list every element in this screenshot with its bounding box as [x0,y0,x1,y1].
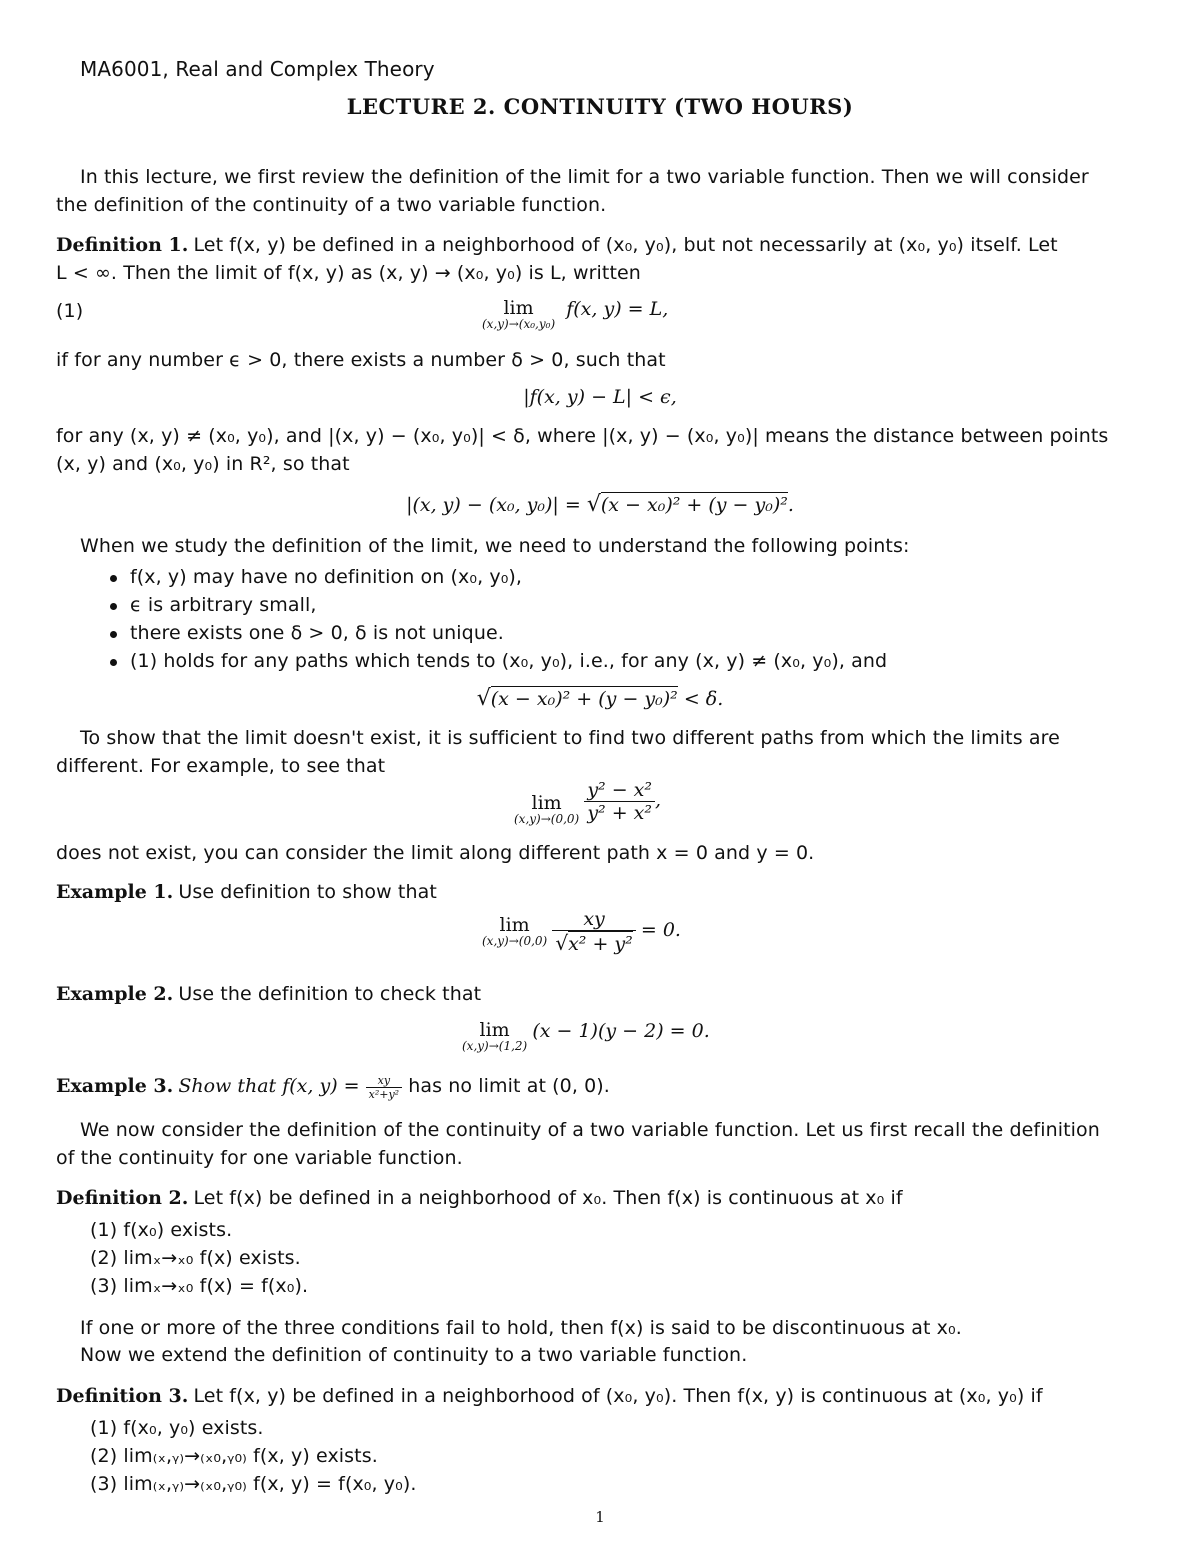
limit-rhs: f(x, y) = L, [566,298,669,320]
definition-2 [56,1187,903,1209]
nonexist-line-3: does not exist, you can consider the limit along different path x = 0 and y = 0. [56,842,815,864]
point-item: ϵ is arbitrary small, [130,594,317,616]
point-item: there exists one δ > 0, δ is not unique. [130,622,504,644]
example-2-text: Use the definition to check that [178,983,482,1005]
fraction [552,908,635,955]
discontinuity-note: If one or more of the three conditions fail to hold, then f(x) is said to be discontinuous at x₀. [80,1317,962,1339]
example-3-label: Example 3. [56,1075,174,1097]
definition-3-label: Definition 3. [56,1385,189,1407]
definition-1-line-5: (x, y) and (x₀, y₀) in R², so that [56,453,350,475]
point-item: (1) holds for any paths which tends to (x₀, y₀), i.e., for any (x, y) ≠ (x₀, y₀), and [130,650,888,672]
definition-2-text: Let f(x) be defined in a neighborhood of x₀. Then f(x) is continuous at x₀ if [193,1187,903,1209]
sqrt-symbol: √ [586,492,601,517]
lim-label: lim [503,297,534,319]
inline-fraction [366,1074,402,1101]
distance-end: . [787,494,794,516]
example-2 [56,983,481,1005]
lim-label: lim [479,1019,510,1041]
point-item: f(x, y) may have no definition on (x₀, y₀), [130,566,523,588]
limit-equation-1 [482,298,668,331]
definition-3-item: (2) lim₍ₓ,ᵧ₎→₍ₓ₀,ᵧ₀₎ f(x, y) exists. [90,1445,378,1467]
definition-3-item: (1) f(x₀, y₀) exists. [90,1417,264,1439]
points-lead: When we study the definition of the limit, we need to understand the following points: [80,535,910,557]
nonexist-line-2: different. For example, to see that [56,755,386,777]
fraction-numerator: xy [366,1074,402,1088]
definition-1-line-3: if for any number ϵ > 0, there exists a number δ > 0, such that [56,349,666,371]
definition-1-line-4: for any (x, y) ≠ (x₀, y₀), and |(x, y) − (x₀, y₀)| < δ, where |(x, y) − (x₀, y₀)| means the distance between points [56,425,1109,447]
continuity-line-2: of the continuity for one variable function. [56,1147,463,1169]
nonexist-limit [514,777,661,826]
sqrt-symbol: √ [555,931,569,955]
intro-line-1: In this lecture, we first review the definition of the limit for a two variable function. Then we will consider [80,166,1089,188]
definition-1 [56,234,1058,256]
example-1-label: Example 1. [56,881,174,903]
bullet-dot [110,603,117,610]
example-3-post: has no limit at (0, 0). [402,1075,610,1097]
equation-end: = 0. [640,919,681,941]
example-3-pre: Show that f(x, y) = [178,1075,366,1097]
definition-3-item: (3) lim₍ₓ,ᵧ₎→₍ₓ₀,ᵧ₀₎ f(x, y) = f(x₀, y₀). [90,1473,417,1495]
sqrt-symbol: √ [476,686,491,711]
bullet-dot [110,631,117,638]
fraction-numerator: y² − x² [584,779,655,802]
path-radicand: (x − x₀)² + (y − y₀)² [490,688,678,710]
definition-1-line-2: L < ∞. Then the limit of f(x, y) as (x, y) → (x₀, y₀) is L, written [56,262,641,284]
lim-subscript: (x,y)→(1,2) [462,1039,528,1053]
example-1 [56,881,437,903]
lim-subscript: (x,y)→(0,0) [514,812,580,826]
sqrt-radicand: x² + y² [568,933,633,955]
distance-equation [0,492,1200,517]
equation-expression: (x − 1)(y − 2) = 0. [532,1020,710,1042]
example-2-label: Example 2. [56,983,174,1005]
fraction-denominator [552,931,635,955]
definition-3 [56,1385,1043,1407]
distance-lhs: |(x, y) − (x₀, y₀)| = [406,494,587,516]
path-inequality [0,686,1200,711]
lim-label: lim [499,914,530,936]
bullet-dot [110,659,117,666]
lim-subscript: (x,y)→(x₀,y₀) [482,317,556,331]
example-1-text: Use definition to show that [178,881,437,903]
distance-radicand: (x − x₀)² + (y − y₀)² [600,494,788,516]
fraction-denominator: x²+y² [368,1088,400,1101]
limit-operator [462,1020,527,1053]
lim-label: lim [531,792,562,814]
extension-note: Now we extend the definition of continuity to a two variable function. [80,1344,748,1366]
page-number: 1 [595,1508,605,1526]
limit-operator [482,298,555,331]
lim-subscript: (x,y)→(0,0) [482,934,548,948]
limit-operator [482,915,547,948]
example-2-equation [462,1020,710,1053]
path-end: < δ. [677,688,724,710]
example-1-equation [482,908,681,955]
course-header: MA6001, Real and Complex Theory [80,57,435,81]
limit-end: , [655,789,662,811]
fraction-denominator: y² + x² [587,802,653,824]
definition-2-item: (2) limₓ→ₓ₀ f(x) exists. [90,1247,301,1269]
epsilon-inequality: |f(x, y) − L| < ϵ, [523,386,677,408]
nonexist-line-1: To show that the limit doesn't exist, it is sufficient to find two different paths from which the limits are [80,727,1060,749]
definition-2-item: (1) f(x₀) exists. [90,1219,233,1241]
definition-1-label: Definition 1. [56,234,189,256]
intro-line-2: the definition of the continuity of a two variable function. [56,194,607,216]
limit-operator [514,793,579,826]
lecture-title: LECTURE 2. CONTINUITY (TWO HOURS) [346,94,854,119]
example-3 [56,1074,610,1101]
definition-2-item: (3) limₓ→ₓ₀ f(x) = f(x₀). [90,1275,309,1297]
fraction-numerator: xy [552,908,635,931]
definition-3-text: Let f(x, y) be defined in a neighborhood of (x₀, y₀). Then f(x, y) is continuous at (x₀, y₀) if [193,1385,1043,1407]
equation-number-1: (1) [56,300,84,322]
definition-2-label: Definition 2. [56,1187,189,1209]
continuity-line-1: We now consider the definition of the continuity of a two variable function. Let us first recall the definition [80,1119,1100,1141]
fraction [584,779,655,824]
definition-1-text: Let f(x, y) be defined in a neighborhood of (x₀, y₀), but not necessarily at (x₀, y₀) itself. Let [193,234,1058,256]
bullet-dot [110,575,117,582]
